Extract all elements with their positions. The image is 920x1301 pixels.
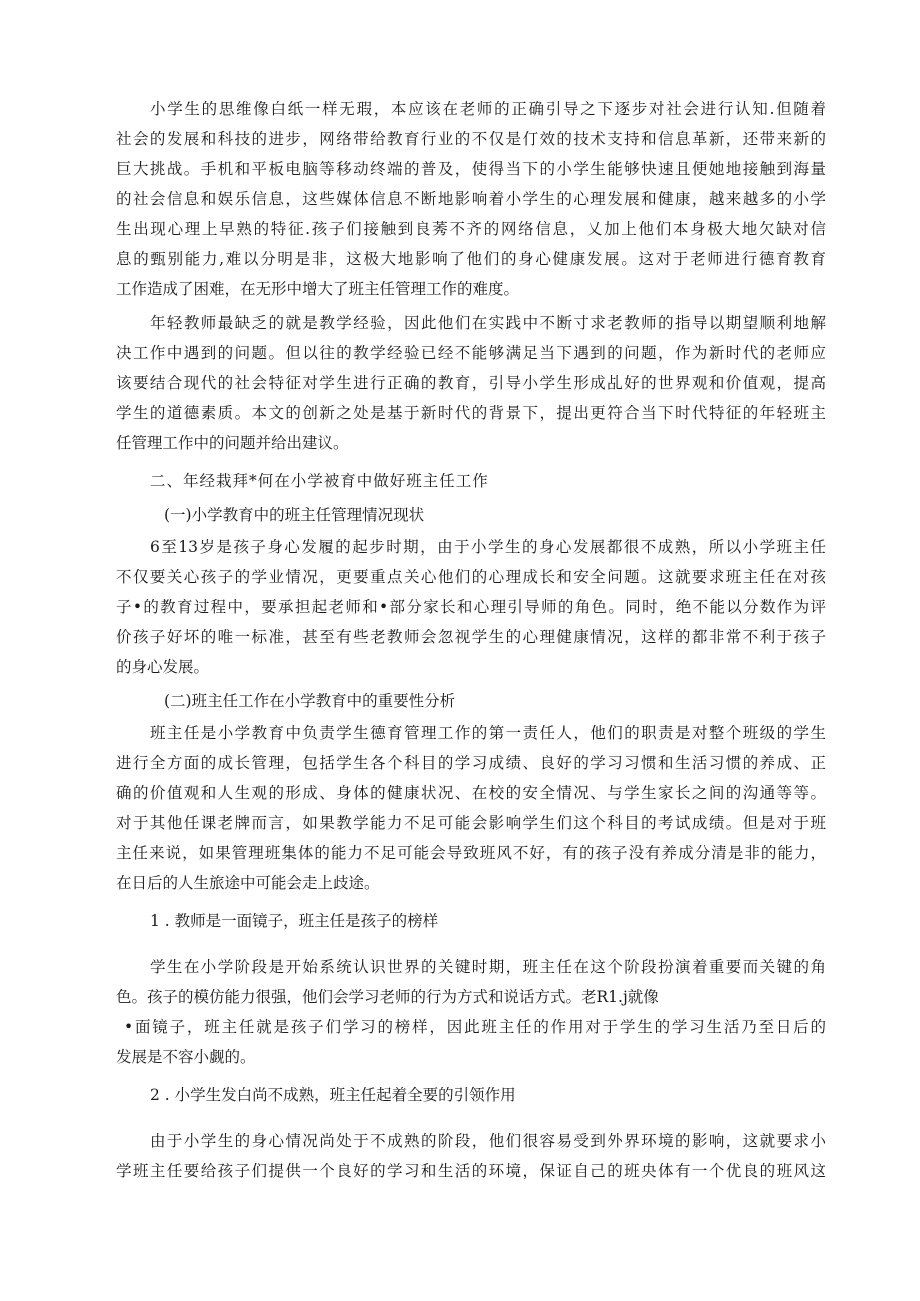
paragraph-4-line-2: 进行全方面的成长管理，包括学生各个科目的学习成绩、良好的学习习惯和生活习惯的养成、正 bbox=[116, 754, 826, 772]
paragraph-5-line-1: 学生在小学阶段是开始系统认识世界的关键时期，班主任在这个阶段扮演着重要而关键的角 bbox=[150, 958, 826, 976]
paragraph-1-line-7: 工作造成了困难，在无形中增大了班主任管理工作的难度。 bbox=[116, 280, 520, 298]
subsection-heading-2: (二)班主任工作在小学教育中的重要性分析 bbox=[164, 692, 456, 710]
paragraph-2-line-4: 学生的道德素质。本文的创新之处是基于新时代的背景下，提出更符合当下时代特征的年轻班主 bbox=[116, 404, 826, 422]
paragraph-2-line-5: 任管理工作中的问题并给出建议。 bbox=[116, 434, 349, 452]
paragraph-4-line-4: 对于其他任课老牌而言，如果教学能力不足可能会影响学生们这个科目的考试成绩。但是对于班 bbox=[116, 814, 826, 832]
paragraph-6-line-2: 学班主任要给孩子们提供一个良好的学习和生活的环境，保证自己的班央体有一个优良的班风这 bbox=[116, 1162, 826, 1180]
paragraph-1-line-6: 息的甄别能力,难以分明是非，这极大地影响了他们的身心健康发展。这对于老师进行德育教育 bbox=[116, 250, 826, 268]
paragraph-2-line-2: 决工作中遇到的问题。但以往的教学经验已经不能够满足当下遇到的问题，作为新时代的老师应 bbox=[116, 344, 826, 362]
paragraph-6-line-1: 由于小学生的身心情况尚处于不成熟的阶段，他们很容易受到外界环境的影响，这就要求小 bbox=[150, 1132, 826, 1150]
paragraph-5-line-2: 色。孩子的模仿能力很强，他们会学习老师的行为方式和说话方式。老R1.j就像 bbox=[116, 988, 659, 1006]
paragraph-3-line-5: 的身心发展。 bbox=[116, 658, 210, 676]
paragraph-3-line-1: 6至13岁是孩子身心发履的起步时期，由于小学生的身心发展都很不成熟，所以小学班主任 bbox=[150, 538, 826, 556]
paragraph-5-line-4: 发展是不容小觑的。 bbox=[116, 1048, 256, 1066]
paragraph-1-line-2: 社会的发展和科技的进步，网络带给教育行业的不仅是仃效的技术支持和信息革新，还带来新的 bbox=[116, 130, 826, 148]
paragraph-1-line-3: 巨大挑战。手机和平板电脑等移动终端的普及，使得当下的小学生能够快速且便她地接触到海量 bbox=[116, 160, 826, 178]
paragraph-4-line-1: 班主任是小学教育中负责学生德育管理工作的第一责任人，他们的职责是对整个班级的学生 bbox=[150, 724, 826, 742]
section-heading-2: 二、年经栽拜*何在小学被育中做好班主任工作 bbox=[150, 472, 489, 490]
list-item-2-heading: 2 . 小学生发白尚不成熟，班主任起着全要的引领作用 bbox=[150, 1086, 516, 1104]
paragraph-1-line-1: 小学生的思维像白纸一样无瑕，本应该在老师的正确引导之下逐步对社会进行认知.但随着 bbox=[150, 100, 826, 118]
paragraph-3-line-3: 子•的教育过程中，要承担起老师和•部分家长和心理引导师的角色。同时，绝不能以分数作为评 bbox=[116, 598, 826, 616]
paragraph-1-line-4: 的社会信息和娱乐信息，这些媒体信息不断地影响着小学生的心理发展和健康，越来越多的小学 bbox=[116, 190, 826, 208]
paragraph-4-line-5: 主任来说，如果管理班集体的能力不足可能会导致班风不好，有的孩子没有养成分清是非的能力， bbox=[116, 844, 826, 862]
paragraph-5-line-3: •面镜子，班主任就是孩子们学习的榜样，因此班主任的作用对于学生的学习生活乃至日后的 bbox=[124, 1018, 826, 1036]
paragraph-3-line-2: 不仅要关心孩子的学业情况，更要重点关心他们的心理成长和安全问题。这就要求班主任在对孩 bbox=[116, 568, 826, 586]
paragraph-3-line-4: 价孩子好坏的唯一标准，甚至有些老教师会忽视学生的心理健康情况，这样的都非常不利于孩子 bbox=[116, 628, 826, 646]
subsection-heading-1: (一)小学教育中的班主任管理情况现状 bbox=[164, 506, 425, 524]
list-item-1-heading: 1 . 教师是一面镜子，班主任是孩子的榜样 bbox=[150, 912, 439, 930]
paragraph-2-line-3: 该要结合现代的社会特征对学生进行正确的教育，引导小学生形成乩好的世界观和价值观，提高 bbox=[116, 374, 826, 392]
paragraph-4-line-3: 确的价值观和人生观的形成、身体的健康状况、在校的安全情况、与学生家长之间的沟通等等。 bbox=[116, 784, 826, 802]
paragraph-1-line-5: 生出现心理上早熟的特征.孩子们接触到良莠不齐的网络信息，乂加上他们本身极大地欠缺对信 bbox=[116, 220, 826, 238]
paragraph-2-line-1: 年轻教师最缺乏的就是教学经验，因此他们在实践中不断寸求老教师的指导以期望顺利地解 bbox=[150, 314, 826, 332]
paragraph-4-line-6: 在日后的人生旅途中可能会走上歧途。 bbox=[116, 874, 380, 892]
